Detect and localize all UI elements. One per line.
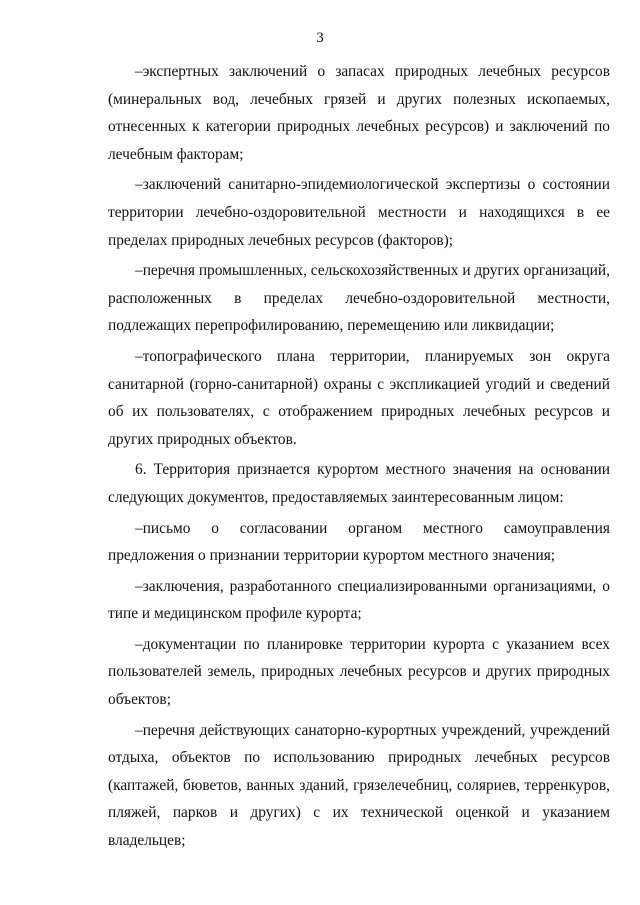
document-body — [108, 58, 610, 858]
paragraph-section-6: 6. Территория признается курортом местного значения на основании следующих документов, предоставляемых заинтересованным лицом: — [108, 461, 610, 506]
page-number: 3 — [316, 30, 324, 46]
paragraph-resort-profile: –заключения, разработанного специализированными организациями, о типе и медицинском профиле курорта; — [108, 577, 610, 623]
paragraph-letter-approval: –письмо о согласовании органом местного самоуправления предложения о признании территории курортом местного значения; — [108, 519, 610, 565]
paragraph-institutions-list: –перечня действующих санаторно-курортных учреждений, учреждений отдыха, объектов по использованию природных лечебных ресурсов (каптажей, бюветов, ванных зданий, грязелечебниц, соляриев, терренкуров, пляжей, парков и других) с их технической оценкой и указанием владельцев; — [108, 721, 610, 850]
paragraph-sanitary-expertise: –заключений санитарно-эпидемиологической экспертизы о состоянии территории лечебно-оздоровительной местности и находящихся в ее пределах природных лечебных ресурсов (факторов); — [108, 176, 610, 249]
paragraph-topographic-plan: –топографического плана территории, планируемых зон округа санитарной (горно-санитарной) охраны с экспликацией угодий и сведений об их пользователях, с отображением природных лечебных ресурсов и других природных объектов. — [108, 347, 610, 448]
paragraph-organizations-list: –перечня промышленных, сельскохозяйственных и других организаций, расположенных в пределах лечебно-оздоровительной местности, подлежащих перепрофилированию, перемещению или ликвидации; — [108, 262, 610, 335]
paragraph-expert-conclusions: –экспертных заключений о запасах природных лечебных ресурсов (минеральных вод, лечебных грязей и других полезных ископаемых, отнесенных к категории природных лечебных ресурсов) и заключений по лечебным факторам; — [108, 63, 610, 163]
paragraph-planning-documentation: –документации по планировке территории курорта с указанием всех пользователей земель, природных лечебных ресурсов и других природных объектов; — [108, 635, 610, 709]
